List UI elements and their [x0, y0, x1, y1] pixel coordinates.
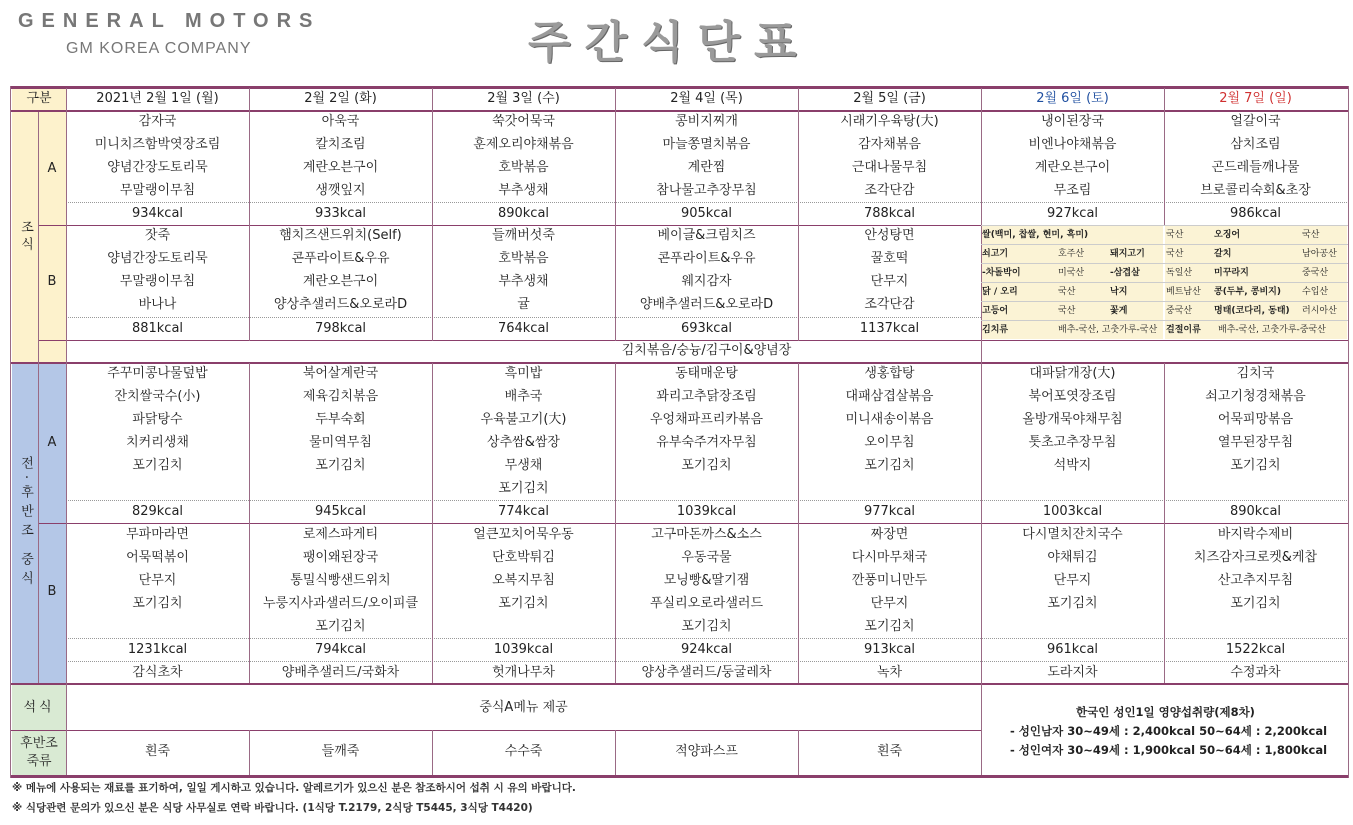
menu-item: 단무지 [870, 274, 909, 289]
origin-cell: 돼지고기 [1110, 249, 1145, 259]
drink-item: 도라지차 [1047, 665, 1098, 680]
drink-item: 헛개나무차 [492, 665, 555, 680]
kcal-value: 774kcal [497, 504, 550, 519]
porridge-item: 수수죽 [504, 744, 543, 759]
menu-item: 치커리생채 [126, 435, 189, 450]
origin-cell: 꽃게 [1110, 306, 1128, 316]
menu-item: 포기김치 [498, 596, 549, 611]
menu-item: 조각단감 [864, 183, 915, 198]
menu-item: 베이글&크림치즈 [657, 228, 756, 243]
origin-cell: 호주산 [1058, 249, 1085, 259]
kcal-value: 764kcal [497, 321, 550, 336]
menu-item: 조각단감 [864, 297, 915, 312]
note-contact: ※ 식당관련 문의가 있으신 분은 식당 사무실로 연락 바랍니다. (1식당 T.2179, 2식당 T5445, 3식당 T4420) [12, 802, 533, 814]
kcal-value: 788kcal [863, 206, 916, 221]
menu-item: 꿀호떡 [870, 251, 909, 266]
menu-item: 얼갈이국 [1230, 114, 1281, 129]
menu-item: 훈제오리야채볶음 [473, 137, 574, 152]
kcal-value: 986kcal [1229, 206, 1282, 221]
menu-item: 쇠고기청경채볶음 [1205, 389, 1306, 404]
kcal-value: 913kcal [863, 642, 916, 657]
menu-item: 포기김치 [315, 458, 366, 473]
menu-item: 흑미밥 [504, 366, 543, 381]
kcal-value: 890kcal [1229, 504, 1282, 519]
origin-cell: 김치류 [982, 325, 1009, 335]
day-header: 2월 5일 (금) [853, 91, 926, 106]
menu-item: 우육불고기(大) [480, 412, 567, 427]
menu-item: 콘푸라이트&우유 [657, 251, 756, 266]
menu-item: 우엉채파프리카볶음 [649, 412, 764, 427]
label-breakfast-a: A [47, 160, 57, 176]
menu-item: 치즈감자크로켓&케찹 [1193, 550, 1318, 565]
menu-item: 북어살계란국 [302, 366, 379, 381]
menu-item: 생홍합탕 [864, 366, 915, 381]
menu-item: 단무지 [870, 596, 909, 611]
menu-item: 깐풍미니만두 [851, 573, 928, 588]
menu-item: 꽈리고추닭장조림 [656, 389, 757, 404]
menu-item: 포기김치 [864, 458, 915, 473]
origin-cell: 국산 [1058, 287, 1076, 297]
menu-item: 단무지 [138, 573, 177, 588]
menu-item: 브로콜리숙회&초장 [1200, 183, 1311, 198]
menu-item: 로제스파게티 [302, 527, 379, 542]
kcal-value: 977kcal [863, 504, 916, 519]
origin-cell: -차돌박이 [982, 268, 1021, 278]
menu-item: 주꾸미콩나물덮밥 [107, 366, 208, 381]
menu-item: 햄치즈샌드위치(Self) [279, 228, 402, 243]
kcal-value: 1522kcal [1225, 642, 1286, 657]
menu-item: 잣죽 [144, 228, 171, 243]
menu-item: 톳초고추장무침 [1028, 435, 1117, 450]
porridge-item: 적양파스프 [675, 744, 738, 759]
menu-item: 포기김치 [315, 619, 366, 634]
menu-item: 열무된장무침 [1217, 435, 1294, 450]
menu-item: 양상추샐러드&오로라D [273, 297, 408, 312]
menu-item: 석박지 [1053, 458, 1092, 473]
menu-item: 짜장면 [870, 527, 909, 542]
origin-cell: 러시아산 [1302, 306, 1337, 316]
dinner-menu: 중식A메뉴 제공 [479, 699, 568, 715]
menu-item: 포기김치 [132, 596, 183, 611]
menu-item: 호박볶음 [498, 251, 549, 266]
menu-item: 근대나물무침 [851, 160, 928, 175]
porridge-item: 흰죽 [876, 744, 903, 759]
kcal-value: 905kcal [680, 206, 733, 221]
menu-item: 감자국 [138, 114, 177, 129]
menu-item: 김치국 [1236, 366, 1275, 381]
kcal-value: 1003kcal [1042, 504, 1103, 519]
origin-cell: 쇠고기 [982, 249, 1009, 259]
label-breakfast [12, 112, 38, 362]
menu-item: 아욱국 [321, 114, 360, 129]
menu-item: 바나나 [138, 297, 177, 312]
menu-item: 어묵떡볶이 [126, 550, 189, 565]
menu-item: 유부숙주겨자무침 [656, 435, 757, 450]
menu-item: 참나물고추장무침 [656, 183, 757, 198]
menu-item: 무파마라면 [126, 527, 189, 542]
menu-item: 무조림 [1053, 183, 1092, 198]
day-header: 2월 7일 (일) [1219, 91, 1292, 106]
menu-item: 포기김치 [1047, 596, 1098, 611]
menu-item: 북어포엿장조림 [1028, 389, 1117, 404]
row-border [10, 775, 1349, 778]
label-lunch-text: 전·후반조 중식 [18, 455, 33, 591]
drink-item: 감식초차 [132, 665, 183, 680]
logo-general-motors: GENERAL MOTORS [18, 10, 321, 32]
kcal-value: 924kcal [680, 642, 733, 657]
origin-cell: 국산 [1166, 249, 1184, 259]
origin-cell: 콩(두부, 콩비지) [1214, 287, 1281, 297]
drink-item: 녹차 [876, 665, 903, 680]
menu-item: 계란오븐구이 [1034, 160, 1111, 175]
menu-item: 두부숙회 [315, 412, 366, 427]
day-header: 2월 2일 (화) [304, 91, 377, 106]
menu-item: 포기김치 [681, 458, 732, 473]
drink-item: 양배추샐러드/국화차 [281, 665, 400, 680]
menu-item: 포기김치 [1230, 458, 1281, 473]
menu-item: 모닝빵&딸기잼 [663, 573, 750, 588]
menu-item: 고구마돈까스&소스 [651, 527, 762, 542]
origin-cell: 국산 [1058, 306, 1076, 316]
menu-item: 계란찜 [687, 160, 726, 175]
menu-item: 칼치조림 [315, 137, 366, 152]
origin-cell: 중국산 [1302, 268, 1329, 278]
menu-item: 단무지 [1053, 573, 1092, 588]
day-header: 2월 3일 (수) [487, 91, 560, 106]
day-header: 2021년 2월 1일 (월) [96, 91, 219, 106]
menu-item: 무말랭이무침 [119, 183, 196, 198]
origin-cell: 수입산 [1302, 287, 1329, 297]
menu-item: 대패삼겹살볶음 [845, 389, 934, 404]
page-title: 주간식단표 [528, 17, 811, 68]
origin-cell: 오징어 [1214, 230, 1241, 240]
drink-item: 수정과차 [1230, 665, 1281, 680]
origin-cell: 배추-국산, 고춧가루-국산 [1058, 325, 1158, 335]
day-header: 2월 6일 (토) [1036, 91, 1109, 106]
kcal-value: 961kcal [1046, 642, 1099, 657]
label-porridge: 후반조 죽류 [20, 735, 58, 769]
kcal-value: 1137kcal [859, 321, 920, 336]
kcal-value: 1039kcal [676, 504, 737, 519]
origin-cell: -삼겹살 [1110, 268, 1140, 278]
kcal-value: 1231kcal [127, 642, 188, 657]
origin-cell: 남아공산 [1302, 249, 1337, 259]
origin-cell: 독일산 [1166, 268, 1193, 278]
porridge-item: 흰죽 [144, 744, 171, 759]
menu-item: 미니새송이볶음 [845, 412, 934, 427]
origin-cell: 베트남산 [1166, 287, 1201, 297]
row-border [10, 730, 981, 731]
origin-cell: 명태(코다리, 동태) [1214, 306, 1290, 316]
origin-cell: 국산 [1302, 230, 1320, 240]
menu-item: 다시마무채국 [851, 550, 928, 565]
kcal-value: 934kcal [131, 206, 184, 221]
menu-item: 포기김치 [1230, 596, 1281, 611]
menu-item: 포기김치 [864, 619, 915, 634]
nutrition-male: - 성인남자 30~49세 : 2,400kcal 50~64세 : 2,200kcal [1010, 724, 1328, 738]
menu-item: 웨지감자 [681, 274, 732, 289]
day-header: 2월 4일 (목) [670, 91, 743, 106]
origin-cell: 걸절이류 [1166, 325, 1201, 335]
day-header: 구분 [26, 91, 52, 106]
menu-item: 얼큰꼬치어묵우동 [473, 527, 574, 542]
menu-item: 포기김치 [132, 458, 183, 473]
menu-item: 들깨버섯죽 [492, 228, 555, 243]
kcal-value: 794kcal [314, 642, 367, 657]
menu-item: 감자채볶음 [858, 137, 921, 152]
label-lunch-b: B [47, 584, 57, 599]
menu-item: 배추국 [504, 389, 543, 404]
menu-item: 다시멸치잔치국수 [1022, 527, 1123, 542]
kcal-value: 890kcal [497, 206, 550, 221]
menu-item: 산고추지무침 [1217, 573, 1294, 588]
kcal-value: 798kcal [314, 321, 367, 336]
menu-item: 포기김치 [681, 619, 732, 634]
menu-item: 미니치즈함박엿장조림 [94, 137, 221, 152]
menu-item: 부추생채 [498, 183, 549, 198]
menu-item: 양배추샐러드&오로라D [639, 297, 774, 312]
menu-item: 계란오븐구이 [302, 274, 379, 289]
label-lunch [12, 363, 38, 683]
menu-item: 동태매운탕 [675, 366, 738, 381]
menu-item: 우동국물 [681, 550, 732, 565]
origin-cell: 국산 [1166, 230, 1184, 240]
menu-item: 계란오븐구이 [302, 160, 379, 175]
kcal-value: 945kcal [314, 504, 367, 519]
menu-item: 야채튀김 [1047, 550, 1098, 565]
label-lunch-a: A [47, 435, 57, 450]
menu-item: 어묵피망볶음 [1217, 412, 1294, 427]
menu-item: 콘푸라이트&우유 [291, 251, 390, 266]
note-allergy: ※ 메뉴에 사용되는 재료를 표기하여, 일일 게시하고 있습니다. 알레르기가 있으신 분은 참조하시어 섭취 시 유의 바랍니다. [12, 782, 576, 794]
kcal-value: 933kcal [314, 206, 367, 221]
menu-item: 생깻잎지 [315, 183, 366, 198]
breakfast-common: 김치볶음/숭늉/김구이&양념장 [621, 343, 792, 358]
origin-cell: 배추-국산, 고춧가루-중국산 [1218, 325, 1326, 335]
kcal-value: 829kcal [131, 504, 184, 519]
menu-item: 콩비지찌개 [675, 114, 738, 129]
menu-item: 누룽지사과샐러드/오이피클 [262, 596, 419, 611]
menu-item: 귤 [517, 297, 530, 312]
menu-item: 팽이왜된장국 [302, 550, 379, 565]
origin-cell: 갈치 [1214, 249, 1232, 259]
menu-item: 오복지무침 [492, 573, 555, 588]
nutrition-female: - 성인여자 30~49세 : 1,900kcal 50~64세 : 1,800kcal [1010, 743, 1328, 757]
kcal-value: 693kcal [680, 321, 733, 336]
origin-cell: 미꾸라지 [1214, 268, 1249, 278]
col-border [10, 86, 11, 778]
menu-item: 잔치쌀국수(小) [114, 389, 201, 404]
origin-cell: 쌀(백미, 찹쌀, 현미, 흑미) [982, 230, 1089, 240]
menu-item: 무말랭이무침 [119, 274, 196, 289]
kcal-value: 881kcal [131, 321, 184, 336]
menu-item: 쑥갓어묵국 [492, 114, 555, 129]
kcal-value: 1039kcal [493, 642, 554, 657]
menu-item: 대파닭개장(大) [1029, 366, 1116, 381]
menu-item: 시래기우육탕(大) [840, 114, 939, 129]
origin-cell: 낙지 [1110, 287, 1128, 297]
origin-cell: 미국산 [1058, 268, 1085, 278]
nutrition-title: 한국인 성인1일 영양섭취량(제8차) [1076, 705, 1255, 719]
origin-cell: 고등어 [982, 306, 1009, 316]
menu-item: 안성탕면 [864, 228, 915, 243]
porridge-item: 들깨죽 [321, 744, 360, 759]
origin-cell: 중국산 [1166, 306, 1193, 316]
logo-gm-korea: GM KOREA COMPANY [66, 40, 252, 57]
menu-item: 파닭탕수 [132, 412, 183, 427]
label-breakfast-b: B [47, 274, 57, 289]
col-border [1348, 86, 1349, 778]
label-dinner: 석식 [23, 699, 55, 715]
menu-item: 푸실리오로라샐러드 [649, 596, 764, 611]
menu-item: 통밀식빵샌드위치 [290, 573, 391, 588]
menu-item: 오이무침 [864, 435, 915, 450]
menu-item: 양념간장도토리묵 [107, 251, 208, 266]
menu-item: 올방개묵야채무침 [1022, 412, 1123, 427]
menu-item: 포기김치 [498, 481, 549, 496]
menu-item: 제육김치볶음 [302, 389, 379, 404]
menu-item: 호박볶음 [498, 160, 549, 175]
origin-cell: 닭 / 오리 [982, 287, 1018, 297]
menu-item: 부추생채 [498, 274, 549, 289]
label-breakfast-text: 조식 [18, 220, 33, 254]
drink-item: 양상추샐러드/둥굴레차 [641, 665, 772, 680]
menu-item: 무생채 [504, 458, 543, 473]
menu-item: 냉이된장국 [1041, 114, 1104, 129]
menu-item: 상추쌈&쌈장 [487, 435, 560, 450]
menu-item: 바지락수제비 [1217, 527, 1294, 542]
menu-item: 물미역무침 [309, 435, 372, 450]
menu-item: 삼치조림 [1230, 137, 1281, 152]
menu-item: 양념간장도토리묵 [107, 160, 208, 175]
kcal-value: 927kcal [1046, 206, 1099, 221]
menu-item: 비엔나야채볶음 [1028, 137, 1117, 152]
menu-item: 곤드레들깨나물 [1211, 160, 1300, 175]
menu-item: 단호박튀김 [492, 550, 555, 565]
menu-item: 마늘쫑멸치볶음 [662, 137, 751, 152]
